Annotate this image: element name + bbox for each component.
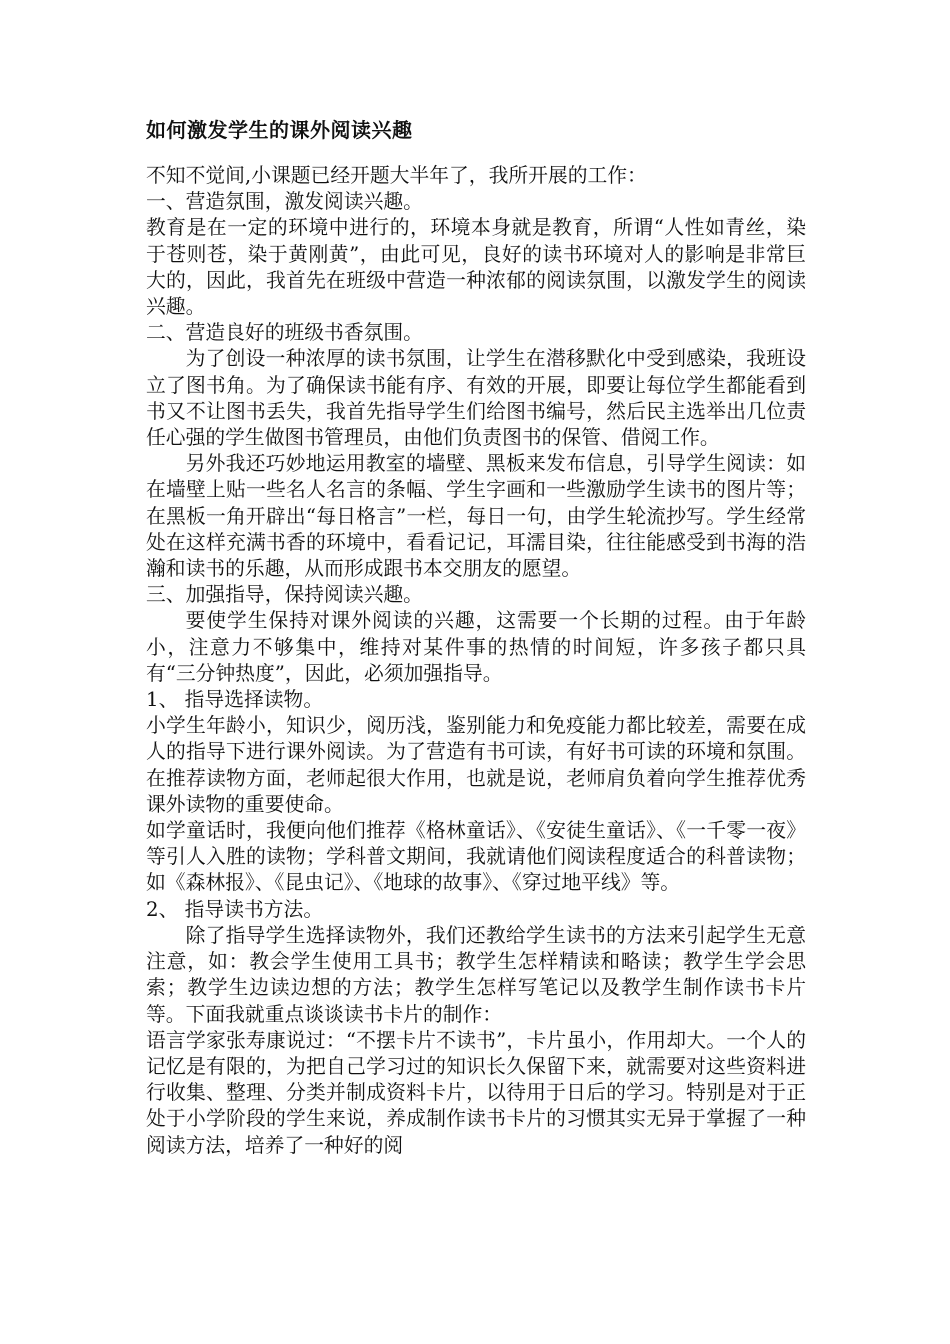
document-title: 如何激发学生的课外阅读兴趣 (146, 118, 413, 142)
paragraph: 一、营造氛围，激发阅读兴趣。 (146, 190, 423, 214)
paragraph: 不知不觉间,小课题已经开题大半年了，我所开展的工作： (146, 164, 647, 187)
paragraph: 1、 指导选择读物。 (146, 688, 324, 712)
paragraph: 为了创设一种浓厚的读书氛围，让学生在潜移默化中受到感染，我班设立了图书角。为了确保读书能有序、有效的开展，即要让每位学生都能看到书又不让图书丢失，我首先指导学生们给图书编号，然后民主选举出几位责任心强的学生做图书管理员，由他们负责图书的保管、借阅工作。 (146, 347, 806, 450)
paragraph: 教育是在一定的环境中进行的，环境本身就是教育，所谓“人性如青丝，染于苍则苍，染于黄刚黄”，由此可见，良好的读书环境对人的影响是非常巨大的，因此，我首先在班级中营造一种浓郁的阅读氛围，以激发学生的阅读兴趣。 (146, 216, 806, 319)
paragraph: 语言学家张寿康说过：“不摆卡片不读书”，卡片虽小，作用却大。一个人的记忆是有限的，为把自己学习过的知识长久保留下来，就需要对这些资料进行收集、整理、分类并制成资料卡片，以待用于日后的学习。特别是对于正处于小学阶段的学生来说，养成制作读书卡片的习惯其实无异于掌握了一种阅读方法，培养了一种好的阅 (146, 1028, 806, 1157)
paragraph: 二、营造良好的班级书香氛围。 (146, 321, 423, 345)
document-body (146, 163, 806, 1159)
paragraph: 2、 指导读书方法。 (146, 897, 324, 921)
paragraph: 三、加强指导，保持阅读兴趣。 (146, 583, 423, 607)
paragraph: 小学生年龄小，知识少，阅历浅，鉴别能力和免疫能力都比较差，需要在成人的指导下进行课外阅读。为了营造有书可读，有好书可读的环境和氛围。在推荐读物方面，老师起很大作用，也就是说，老师肩负着向学生推荐优秀课外读物的重要使命。 (146, 714, 806, 816)
paragraph: 除了指导学生选择读物外，我们还教给学生读书的方法来引起学生无意注意，如：教会学生使用工具书；教学生怎样精读和略读；教学生学会思索；教学生边读边想的方法；教学生怎样写笔记以及教学生制作读书卡片等。下面我就重点谈谈读书卡片的制作： (146, 923, 806, 1026)
paragraph: 另外我还巧妙地运用教室的墙壁、黑板来发布信息，引导学生阅读：如在墙壁上贴一些名人名言的条幅、学生字画和一些激励学生读书的图片等；在黑板一角开辟出“每日格言”一栏，每日一句，由学生轮流抄写。学生经常处在这样充满书香的环境中，看看记记，耳濡目染，往往能感受到书海的浩瀚和读书的乐趣，从而形成跟书本交朋友的愿望。 (146, 452, 806, 581)
paragraph: 要使学生保持对课外阅读的兴趣，这需要一个长期的过程。由于年龄小，注意力不够集中，维持对某件事的热情的时间短，许多孩子都只具有“三分钟热度”，因此，必须加强指导。 (146, 609, 806, 685)
paragraph: 如学童话时，我便向他们推荐《格林童话》、《安徒生童话》、《一千零一夜》等引人入胜的读物；学科普文期间，我就请他们阅读程度适合的科普读物；如《森林报》、《昆虫记》、《地球的故事》、《穿过地平线》等。 (146, 819, 806, 895)
